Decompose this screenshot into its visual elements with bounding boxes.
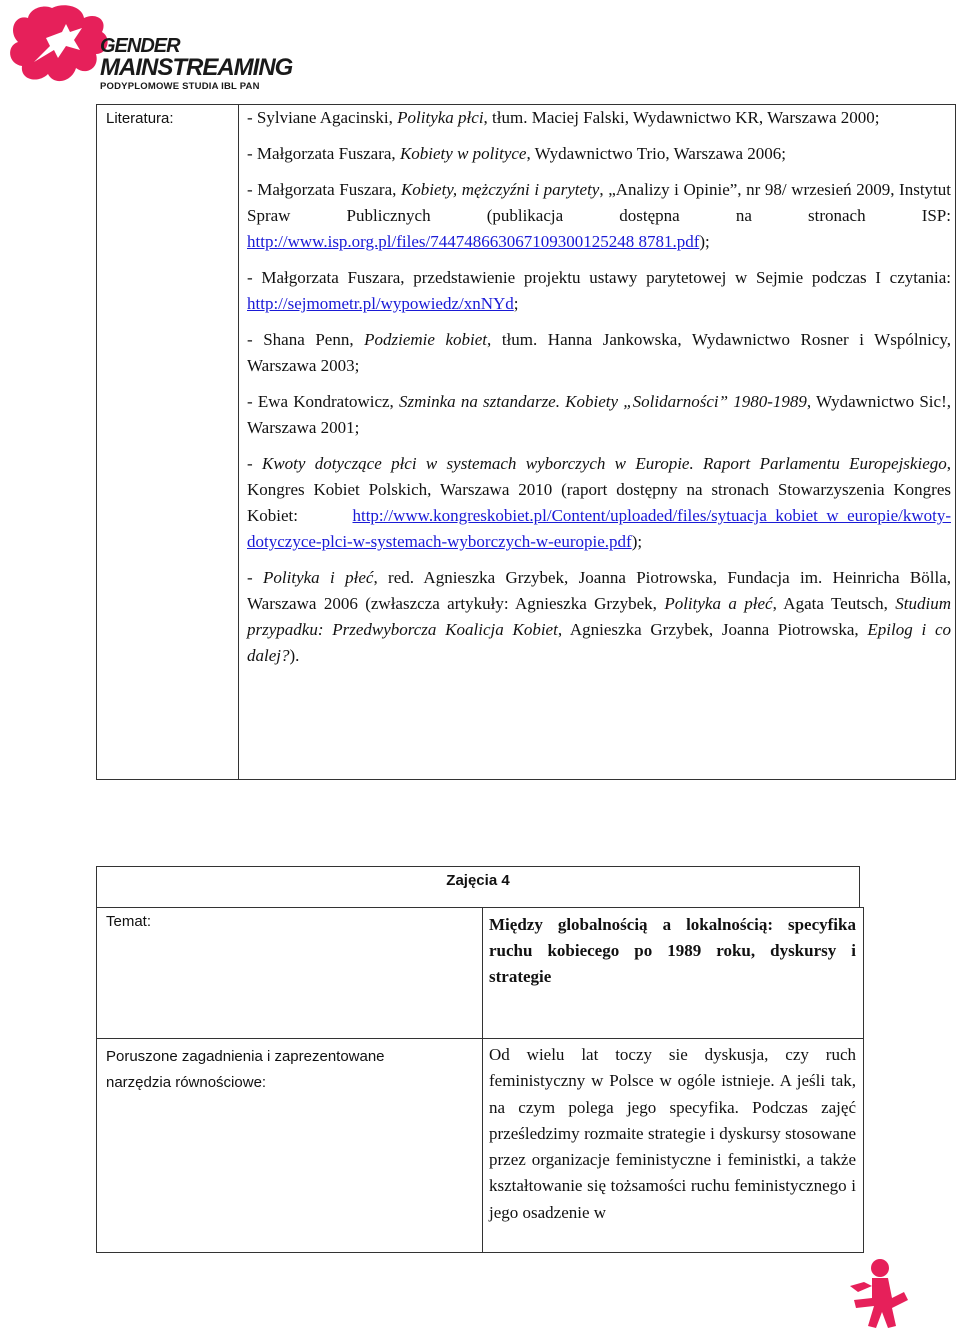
title-italic: Epilog i co dalej? <box>247 620 951 665</box>
topic-label: Temat: <box>106 913 152 930</box>
dancing-figure-icon <box>842 1256 912 1333</box>
literature-label-cell <box>97 105 239 779</box>
logo-title-gender: GENDER <box>100 35 180 57</box>
entry-text: , Kongres Kobiet Polskich, Warszawa 2010 (raport dostępny na stronach Stowarzyszenia Kongres Kobiet: <box>247 454 951 525</box>
title-italic: Kobiety, mężczyźni i parytety <box>400 180 600 199</box>
entry-gap <box>247 131 951 141</box>
title-italic: Szminka na sztandarze. Kobiety „Solidarności” 1980-1989 <box>398 392 807 411</box>
literature-entries <box>247 105 951 669</box>
literature-entry <box>247 389 951 441</box>
entry-text: - Małgorzata Fuszara, <box>247 144 400 163</box>
entry-text: - Ewa Kondratowicz, <box>247 392 399 411</box>
entry-gap <box>247 255 951 265</box>
topic-row <box>96 907 864 1039</box>
entry-gap <box>247 167 951 177</box>
column-divider <box>482 908 483 1038</box>
entry-text: , tłum. Hanna Jankowska, Wydawnictwo Rosner i Wspólnicy, Warszawa 2003; <box>247 330 951 375</box>
entry-text: , Wydawnictwo Trio, Warszawa 2006; <box>526 144 786 163</box>
literature-label: Literatura: <box>106 110 174 127</box>
entry-text: , Agnieszka Grzybek, Joanna Piotrowska, <box>557 620 868 639</box>
title-italic: Polityka i płeć <box>263 568 374 587</box>
literature-entry <box>247 451 951 555</box>
title-italic: Polityka a płeć <box>664 594 773 613</box>
topic-text: Między globalnością a lokalnością: specyfika ruchu kobiecego po 1989 roku, dyskursy i strategie <box>489 915 856 986</box>
entry-text: , red. Agnieszka Grzybek, Joanna Piotrowska, Fundacja im. Heinricha Bölla, Warszawa 2006 (zwłaszcza artykuły: Agnieszka Grzybek, <box>247 568 952 613</box>
reference-link[interactable]: http://www.isp.org.pl/files/744748663067109300125248 8781.pdf <box>247 232 700 251</box>
entry-text: - <box>247 454 262 473</box>
entry-gap <box>247 317 951 327</box>
title-italic: Kwoty dotyczące płci w systemach wyborczych w Europie. Raport Parlamentu Europejskiego <box>261 454 947 473</box>
literature-entry <box>247 105 951 131</box>
entry-text: - Shana Penn, <box>247 330 365 349</box>
entry-text: ); <box>699 232 710 251</box>
literature-table <box>96 104 956 780</box>
issues-row <box>96 1038 864 1253</box>
logo-title-mainstreaming: MAINSTREAMING <box>100 54 293 81</box>
title-italic: Podziemie kobiet <box>364 330 488 349</box>
literature-entry <box>247 327 951 379</box>
entry-gap <box>247 441 951 451</box>
entry-text: , „Analizy i Opinie”, nr 98/ wrzesień 2009, Instytut Spraw Publicznych (publikacja dostępna na stronach ISP: <box>247 180 952 225</box>
entry-text: , Agata Teutsch, <box>772 594 896 613</box>
entry-gap <box>247 555 951 565</box>
reference-link[interactable]: http://www.kongreskobiet.pl/Content/uploaded/files/sytuacja_kobiet_w_europie/kwoty-dotyczyce-plci-w-systemach-wyborczych-w-europie.pdf <box>247 506 951 551</box>
entry-text: , Wydawnictwo Sic!, Warszawa 2001; <box>247 392 951 437</box>
title-italic: Studium przypadku: Przedwyborcza Koalicja Kobiet <box>247 594 951 639</box>
gender-mainstreaming-logo-icon <box>4 2 114 98</box>
column-divider <box>482 1039 483 1252</box>
literature-entry <box>247 565 951 669</box>
entry-text: - Małgorzata Fuszara, przedstawienie projektu ustawy parytetowej w Sejmie podczas I czytania: <box>247 268 951 287</box>
entry-text: - <box>247 568 264 587</box>
title-italic: Kobiety w polityce <box>399 144 527 163</box>
session-title: Zajęcia 4 <box>446 872 510 889</box>
issues-text: Od wielu lat toczy sie dyskusja, czy ruch feministyczny w Polsce w ogóle istnieje. A jeśli tak, na czym polega jego specyfika. Podczas zajęć prześledzimy rozmaite strategie i dyskursy stosowane przez organizacje feministyczne i feministki, a także kształtowanie się tożsamości ruchu feministycznego i jego osadzenie w <box>489 1045 856 1222</box>
entry-text: ). <box>289 646 300 665</box>
entry-text: ; <box>513 294 519 313</box>
literature-entry <box>247 141 951 167</box>
literature-entry <box>247 177 951 255</box>
reference-link[interactable]: http://sejmometr.pl/wypowiedz/xnNYd <box>247 294 514 313</box>
literature-entry <box>247 265 951 317</box>
logo-subtitle: PODYPLOMOWE STUDIA IBL PAN <box>100 81 260 92</box>
entry-text: - Małgorzata Fuszara, <box>247 180 401 199</box>
entry-text: - Sylviane Agacinski, <box>247 108 398 127</box>
entry-text: , tłum. Maciej Falski, Wydawnictwo KR, Warszawa 2000; <box>483 108 880 127</box>
entry-text: ); <box>631 532 643 551</box>
entry-gap <box>247 379 951 389</box>
title-italic: Polityka płci <box>397 108 484 127</box>
issues-label: Poruszone zagadnienia i zaprezentowane narzędzia równościowe: <box>106 1048 385 1091</box>
gender-mainstreaming-logo <box>4 2 293 98</box>
session-header <box>96 866 860 908</box>
